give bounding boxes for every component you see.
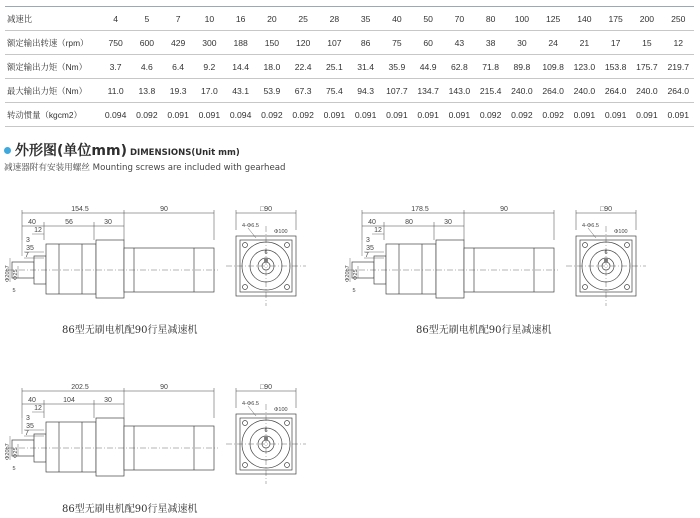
spec-cell: 43: [444, 31, 475, 55]
spec-cell: 215.4: [475, 79, 506, 103]
spec-cell: 240.0: [631, 79, 662, 103]
spec-cell: 107: [319, 31, 350, 55]
spec-cell: 264.0: [600, 79, 631, 103]
front-pcd: Φ100: [614, 229, 628, 235]
spec-cell: 6.4: [163, 55, 194, 79]
spec-cell: 140: [569, 7, 600, 31]
spec-cell: 35.9: [381, 55, 412, 79]
spec-cell: 153.8: [600, 55, 631, 79]
spec-cell: 3.7: [100, 55, 131, 79]
dim-7: 7: [25, 252, 29, 259]
pilot-diameter: Φ25: [13, 447, 19, 458]
spec-cell: 240.0: [569, 79, 600, 103]
spec-cell: 30: [506, 31, 537, 55]
spec-cell: 200: [631, 7, 662, 31]
dim-body: 80: [405, 219, 413, 226]
dim-30: 30: [104, 219, 112, 226]
spec-cell: 67.3: [288, 79, 319, 103]
dim-3: 3: [366, 237, 370, 244]
spec-cell: 0.092: [131, 103, 162, 127]
spec-row-label: 额定输出力矩（Nm）: [5, 55, 100, 79]
spec-cell: 13.8: [131, 79, 162, 103]
dim-35: 35: [26, 245, 34, 252]
spec-row-label: 最大输出力矩（Nm）: [5, 79, 100, 103]
front-holes: 4-Φ6.5: [582, 223, 599, 229]
spec-cell: 12: [663, 31, 695, 55]
spec-cell: 100: [506, 7, 537, 31]
spec-cell: 150: [256, 31, 287, 55]
spec-cell: 70: [444, 7, 475, 31]
spec-cell: 750: [100, 31, 131, 55]
spec-table: [5, 6, 694, 127]
spec-cell: 264.0: [663, 79, 695, 103]
spec-row-label: 转动惯量（kgcm2）: [5, 103, 100, 127]
spec-cell: 240.0: [506, 79, 537, 103]
spec-cell: 21: [569, 31, 600, 55]
side-view: [8, 388, 218, 476]
dim-3: 3: [26, 415, 30, 422]
overall-length: 202.5: [71, 384, 89, 391]
spec-cell: 17.0: [194, 79, 225, 103]
dim-12: 12: [374, 227, 382, 234]
dim-body: 104: [63, 397, 75, 404]
spec-row: [5, 79, 694, 103]
spec-cell: 300: [194, 31, 225, 55]
side-view: [8, 210, 218, 298]
spec-cell: 24: [538, 31, 569, 55]
dim-body: 56: [65, 219, 73, 226]
spec-cell: 0.091: [663, 103, 695, 127]
overall-length: 178.5: [411, 206, 429, 213]
dim-5: 5: [352, 288, 356, 294]
spec-cell: 53.9: [256, 79, 287, 103]
spec-cell: 0.091: [319, 103, 350, 127]
drawing-caption: 86型无刷电机配90行星减速机: [62, 504, 198, 515]
spec-row-label: 减速比: [5, 7, 100, 31]
shaft-diameter: Φ20h7: [5, 443, 11, 460]
spec-cell: 44.9: [413, 55, 444, 79]
bullet-icon: [4, 147, 11, 154]
spec-cell: 7: [163, 7, 194, 31]
front-square: □90: [259, 206, 273, 213]
front-view: [566, 210, 646, 306]
spec-cell: 0.092: [538, 103, 569, 127]
spec-cell: 94.3: [350, 79, 381, 103]
spec-cell: 80: [475, 7, 506, 31]
spec-cell: 25: [288, 7, 319, 31]
spec-cell: 38: [475, 31, 506, 55]
spec-cell: 14.4: [225, 55, 256, 79]
dim-5: 5: [12, 288, 16, 294]
section-subtitle: 减速器附有安装用螺丝 Mounting screws are included with gearhead: [4, 163, 286, 173]
spec-cell: 0.091: [631, 103, 662, 127]
spec-cell: 71.8: [475, 55, 506, 79]
front-holes: 4-Φ6.5: [242, 401, 259, 407]
front-key: 6: [264, 250, 268, 256]
front-square: □90: [599, 206, 613, 213]
spec-cell: 0.091: [350, 103, 381, 127]
spec-row: [5, 103, 694, 127]
spec-cell: 0.091: [600, 103, 631, 127]
spec-cell: 0.091: [381, 103, 412, 127]
spec-cell: 11.0: [100, 79, 131, 103]
drawing-set: [344, 200, 674, 330]
spec-cell: 4.6: [131, 55, 162, 79]
spec-cell: 35: [350, 7, 381, 31]
shaft-diameter: Φ20h7: [5, 265, 11, 282]
spec-cell: 175: [600, 7, 631, 31]
spec-cell: 0.094: [100, 103, 131, 127]
spec-cell: 125: [538, 7, 569, 31]
spec-row: [5, 31, 694, 55]
spec-cell: 43.1: [225, 79, 256, 103]
section-title-en: DIMENSIONS(Unit mm): [129, 148, 240, 158]
drawing-set: [4, 378, 334, 508]
front-holes: 4-Φ6.5: [242, 223, 259, 229]
spec-cell: 10: [194, 7, 225, 31]
overall-length: 154.5: [71, 206, 89, 213]
spec-cell: 0.091: [569, 103, 600, 127]
gear-length: 90: [160, 384, 168, 391]
spec-cell: 175.7: [631, 55, 662, 79]
spec-cell: 188: [225, 31, 256, 55]
spec-row-label: 额定输出转速（rpm）: [5, 31, 100, 55]
spec-cell: 60: [413, 31, 444, 55]
dim-40: 40: [28, 397, 36, 404]
spec-cell: 123.0: [569, 55, 600, 79]
dim-12: 12: [34, 405, 42, 412]
dim-30: 30: [104, 397, 112, 404]
spec-cell: 4: [100, 7, 131, 31]
front-square: □90: [259, 384, 273, 391]
spec-cell: 89.8: [506, 55, 537, 79]
spec-cell: 28: [319, 7, 350, 31]
spec-cell: 0.091: [444, 103, 475, 127]
dim-5: 5: [12, 466, 16, 472]
spec-cell: 143.0: [444, 79, 475, 103]
front-view: [226, 388, 306, 484]
spec-cell: 429: [163, 31, 194, 55]
dim-12: 12: [34, 227, 42, 234]
spec-cell: 17: [600, 31, 631, 55]
spec-cell: 0.092: [506, 103, 537, 127]
drawing-caption: 86型无刷电机配90行星减速机: [416, 325, 552, 336]
dim-7: 7: [365, 252, 369, 259]
spec-cell: 19.3: [163, 79, 194, 103]
shaft-diameter: Φ20h7: [345, 265, 351, 282]
spec-cell: 62.8: [444, 55, 475, 79]
spec-cell: 219.7: [663, 55, 695, 79]
spec-cell: 0.092: [288, 103, 319, 127]
spec-cell: 0.092: [475, 103, 506, 127]
spec-cell: 86: [350, 31, 381, 55]
spec-row: [5, 7, 694, 31]
dim-30: 30: [444, 219, 452, 226]
front-view: [226, 210, 306, 306]
spec-cell: 16: [225, 7, 256, 31]
spec-row: [5, 55, 694, 79]
spec-cell: 22.4: [288, 55, 319, 79]
spec-cell: 109.8: [538, 55, 569, 79]
spec-cell: 0.094: [225, 103, 256, 127]
spec-cell: 40: [381, 7, 412, 31]
front-pcd: Φ100: [274, 229, 288, 235]
front-pcd: Φ100: [274, 407, 288, 413]
spec-cell: 15: [631, 31, 662, 55]
dim-35: 35: [366, 245, 374, 252]
dim-40: 40: [368, 219, 376, 226]
spec-cell: 75: [381, 31, 412, 55]
front-key: 6: [604, 250, 608, 256]
spec-table-body: [5, 7, 694, 127]
spec-cell: 20: [256, 7, 287, 31]
side-view: [348, 210, 558, 298]
section-heading: [4, 140, 240, 160]
pilot-diameter: Φ25: [13, 269, 19, 280]
pilot-diameter: Φ25: [353, 269, 359, 280]
gear-length: 90: [500, 206, 508, 213]
spec-cell: 107.7: [381, 79, 412, 103]
spec-cell: 31.4: [350, 55, 381, 79]
spec-cell: 0.091: [413, 103, 444, 127]
drawing-caption: 86型无刷电机配90行星减速机: [62, 325, 198, 336]
spec-cell: 18.0: [256, 55, 287, 79]
spec-cell: 75.4: [319, 79, 350, 103]
gear-length: 90: [160, 206, 168, 213]
spec-cell: 250: [663, 7, 695, 31]
dim-35: 35: [26, 423, 34, 430]
spec-cell: 5: [131, 7, 162, 31]
spec-cell: 0.091: [163, 103, 194, 127]
dim-7: 7: [25, 430, 29, 437]
spec-cell: 134.7: [413, 79, 444, 103]
dim-3: 3: [26, 237, 30, 244]
spec-cell: 9.2: [194, 55, 225, 79]
drawing-set: [4, 200, 334, 330]
front-key: 6: [264, 428, 268, 434]
spec-cell: 25.1: [319, 55, 350, 79]
spec-cell: 600: [131, 31, 162, 55]
spec-cell: 0.091: [194, 103, 225, 127]
spec-cell: 264.0: [538, 79, 569, 103]
section-title: 外形图(单位mm): [15, 143, 127, 159]
spec-cell: 120: [288, 31, 319, 55]
spec-cell: 0.092: [256, 103, 287, 127]
spec-cell: 50: [413, 7, 444, 31]
dim-40: 40: [28, 219, 36, 226]
